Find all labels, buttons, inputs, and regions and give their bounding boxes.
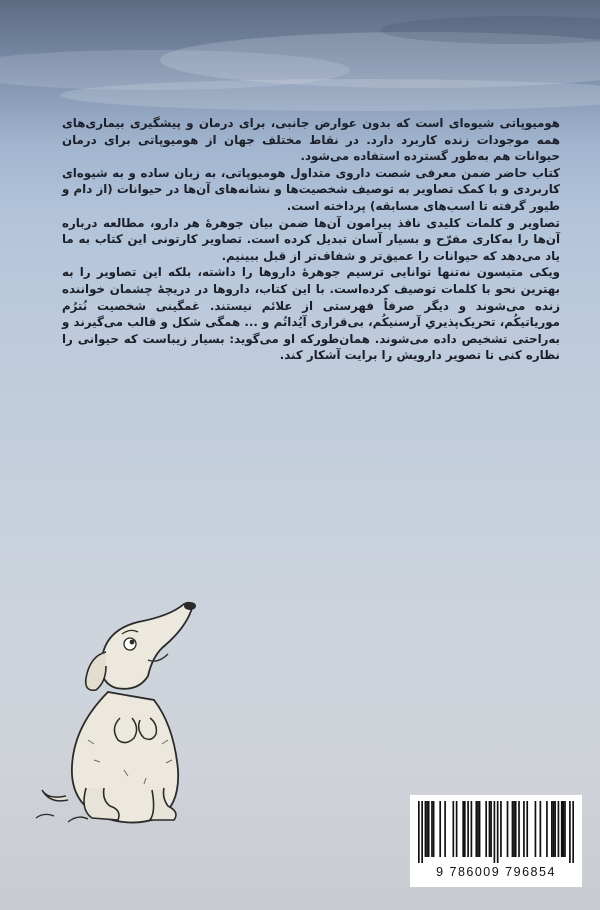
barcode-bar (554, 801, 556, 857)
barcode-bar (433, 801, 435, 857)
back-cover-blurb (62, 115, 560, 364)
barcode-bar (477, 801, 479, 857)
barcode-bar (489, 801, 491, 857)
barcode-bar (485, 801, 487, 857)
barcode-bar (494, 801, 496, 863)
barcode-bar (553, 801, 555, 857)
barcode-bar (444, 801, 446, 857)
barcode-bar (426, 801, 428, 857)
barcode-bar (540, 801, 542, 857)
barcode-bar (452, 801, 454, 857)
barcode-bar (563, 801, 565, 857)
barcode-bar (551, 801, 553, 857)
barcode-bar (558, 801, 560, 857)
barcode-bar (456, 801, 458, 857)
barcode-bar (569, 801, 571, 863)
blurb-paragraph-3: تصاویر و کلمات کلیدی نافذ پیرامون آن‌ها ضمن بیان جوهرهٔ هر دارو، مطالعه درباره آن‌ها را به‌کاری مفرّح و بسیار آسان تبدیل کرده است. تصاویر کارتونی این کتاب به ما یاد می‌دهد که حیوانات را عمیق‌تر و شفاف‌تر از قبل ببینیم. (62, 215, 560, 263)
barcode-bar (431, 801, 433, 857)
barcode-bar (462, 801, 464, 857)
barcode-bar (572, 801, 574, 863)
isbn-barcode (410, 795, 582, 887)
barcode-bar (513, 801, 515, 857)
barcode-bar (564, 801, 566, 857)
barcode-bar (535, 801, 537, 857)
barcode-bar (546, 801, 548, 857)
barcode-bar (497, 801, 499, 863)
blurb-paragraph-1: هومیوپاتی شیوه‌ای است که بدون عوارض جانبی، برای درمان و پیشگیری بیماری‌های همه موجودات زنده کاربرد دارد. در نقاط مختلف جهان از هومیوپاتی برای درمان حیوانات هم به‌طور گسترده استفاده می‌شود. (62, 116, 560, 164)
barcode-bar (439, 801, 441, 857)
barcode-bar (561, 801, 563, 857)
barcode-bar (428, 801, 430, 857)
barcode-bar (418, 801, 420, 863)
barcode-bar (507, 801, 509, 857)
barcode-bar (526, 801, 528, 857)
isbn-digits: 9 786009 796854 (436, 865, 556, 879)
barcode-bar (490, 801, 492, 857)
barcode-bar (475, 801, 477, 857)
blurb-paragraph-4: ویکی متیسون نه‌تنها توانایی ترسیم جوهرهٔ داروها را داشته، بلکه این تصاویر را به بهترین نحو با کلمات توصیف کرده‌است. با این کتاب، داروها در دریچهٔ چشمان خواننده زنده می‌شوند و دیگر صرفاً فهرستی از علائم نیستند. غمگینی شخصیت نُترُم موریاتیکُم، تحریک‌پذیریِ آرسنیکُم، بی‌قراری آیُداتُم و ... همگی شکل و قالب می‌گیرند و به‌راحتی تشخیص داده می‌شوند. همان‌طورکه او می‌گوید: بسیار زیباست که حیوانی را نظاره کنی تا تصویر دارویش را برایت آشکار کند. (62, 265, 560, 363)
barcode-bar (471, 801, 473, 857)
barcode-bar (500, 801, 502, 857)
barcode-bar (523, 801, 525, 857)
barcode-bar (425, 801, 427, 857)
cartoon-dog-icon (28, 600, 208, 840)
barcode-bar (421, 801, 423, 863)
blurb-paragraph-2: کتاب حاضر ضمن معرفی شصت داروی متداول هومیوپاتی، به زبان ساده و به شیوه‌ای کاربردی و با کمک تصاویر به توصیف شخصیت‌ها و نشانه‌های آن‌ها در حیوانات (از دام و طیور گرفته تا اسب‌های مسابقه) پرداخته است. (62, 165, 560, 213)
barcode-bar (512, 801, 514, 857)
barcode-bar (467, 801, 469, 857)
barcode-bar (515, 801, 517, 857)
barcode-bars (418, 801, 574, 863)
barcode-bar (518, 801, 520, 857)
barcode-bar (479, 801, 481, 857)
barcode-bar (464, 801, 466, 857)
